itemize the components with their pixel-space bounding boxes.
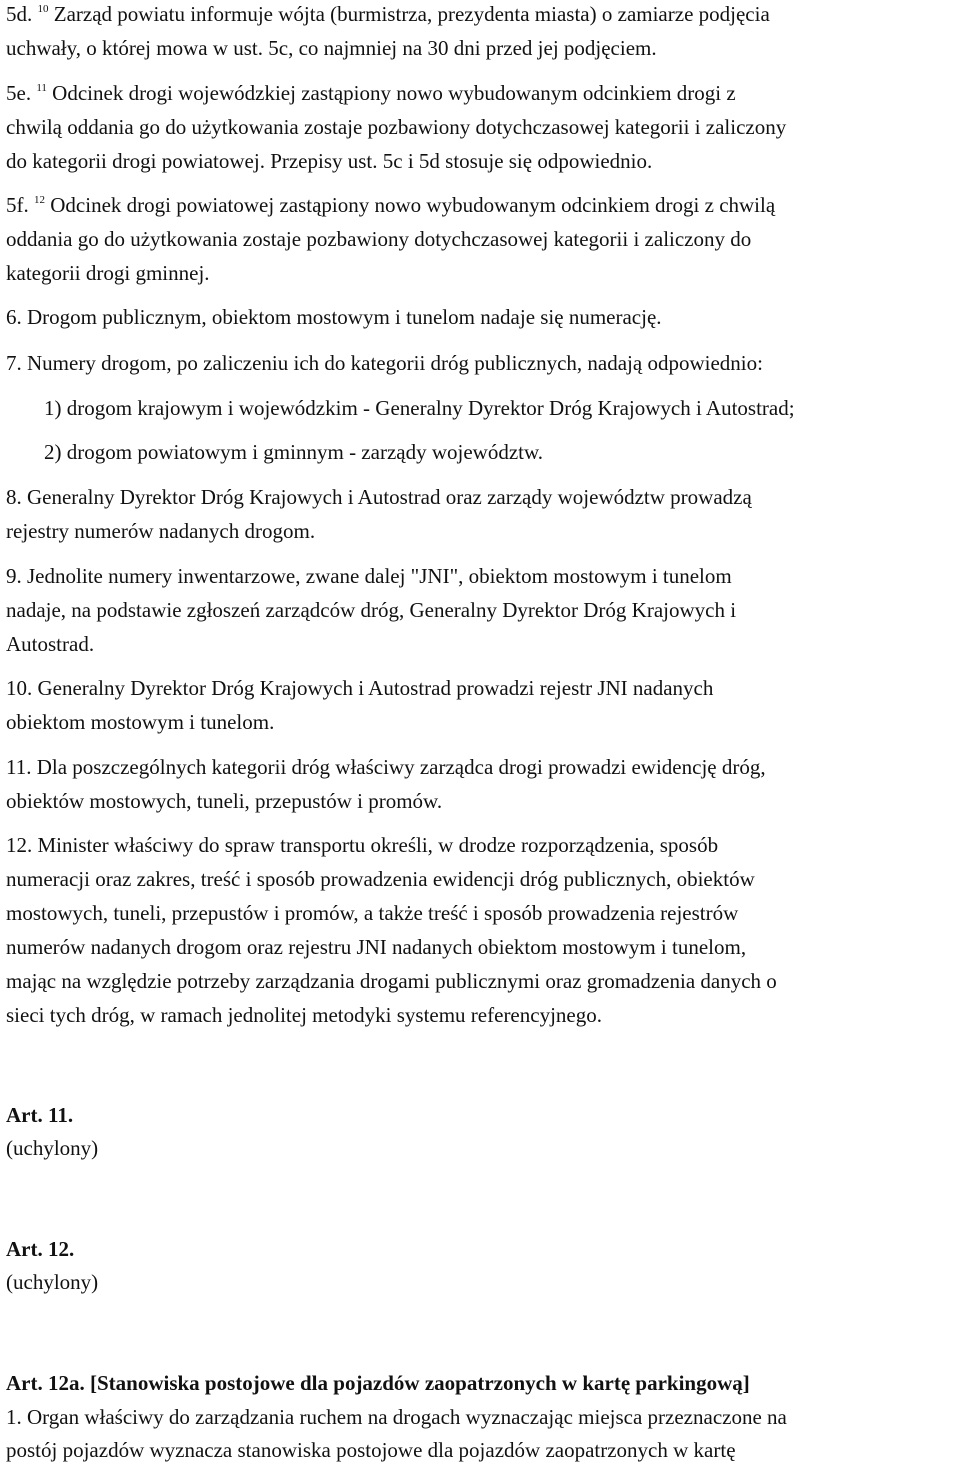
article-11-heading: Art. 11. <box>6 1103 74 1127</box>
paragraph-5f-line-3: kategorii drogi gminnej. <box>6 261 210 285</box>
paragraph-9-line-2: nadaje, na podstawie zgłoszeń zarządców dróg, Generalny Dyrektor Dróg Krajowych i <box>6 598 737 622</box>
paragraph-text: Odcinek drogi wojewódzkiej zastąpiony nowo wybudowanym odcinkiem drogi z <box>52 81 736 105</box>
paragraph-7: 7. Numery drogom, po zaliczeniu ich do kategorii dróg publicznych, nadają odpowiednio: <box>6 351 763 375</box>
footnote-marker: 11 <box>36 82 47 94</box>
paragraph-text: Odcinek drogi powiatowej zastąpiony nowo wybudowanym odcinkiem drogi z chwilą <box>50 193 776 217</box>
paragraph-5f-line-1 <box>6 192 775 218</box>
article-12a-line-2: postój pojazdów wyznacza stanowiska postojowe dla pojazdów zaopatrzonych w kartę <box>6 1438 736 1462</box>
paragraph-6: 6. Drogom publicznym, obiektom mostowym i tunelom nadaje się numerację. <box>6 305 662 329</box>
paragraph-12-line-1: 12. Minister właściwy do spraw transportu określi, w drodze rozporządzenia, sposób <box>6 833 719 857</box>
paragraph-text: Zarząd powiatu informuje wójta (burmistrza, prezydenta miasta) o zamiarze podjęcia <box>53 2 770 26</box>
paragraph-label: 5f. <box>6 193 29 217</box>
paragraph-12-line-6: sieci tych dróg, w ramach jednolitej metodyki systemu referencyjnego. <box>6 1003 602 1027</box>
list-item-2: 2) drogom powiatowym i gminnym - zarządy województw. <box>44 440 544 464</box>
paragraph-9-line-1: 9. Jednolite numery inwentarzowe, zwane dalej "JNI", obiektom mostowym i tunelom <box>6 564 732 588</box>
paragraph-11-line-2: obiektów mostowych, tuneli, przepustów i promów. <box>6 789 443 813</box>
footnote-marker: 10 <box>37 3 49 15</box>
paragraph-5d-line-1 <box>6 1 770 27</box>
paragraph-label: 5e. <box>6 81 32 105</box>
paragraph-5d-line-2: uchwały, o której mowa w ust. 5c, co najmniej na 30 dni przed jej podjęciem. <box>6 36 657 60</box>
paragraph-12-line-5: mając na względzie potrzeby zarządzania drogami publicznymi oraz gromadzenia danych o <box>6 969 777 993</box>
article-12a-heading: Art. 12a. [Stanowiska postojowe dla pojazdów zaopatrzonych w kartę parkingową] <box>6 1371 750 1395</box>
article-12-heading: Art. 12. <box>6 1237 75 1261</box>
list-item-1: 1) drogom krajowym i wojewódzkim - Generalny Dyrektor Dróg Krajowych i Autostrad; <box>44 396 795 420</box>
paragraph-5e-line-1 <box>6 80 736 106</box>
article-12a-line-1: 1. Organ właściwy do zarządzania ruchem na drogach wyznaczając miejsca przeznaczone na <box>6 1405 787 1429</box>
paragraph-10-line-2: obiektom mostowym i tunelom. <box>6 710 275 734</box>
footnote-marker: 12 <box>34 194 45 206</box>
paragraph-5e-line-3: do kategorii drogi powiatowej. Przepisy ust. 5c i 5d stosuje się odpowiednio. <box>6 149 653 173</box>
paragraph-12-line-2: numeracji oraz zakres, treść i sposób prowadzenia ewidencji dróg publicznych, obiektów <box>6 867 755 891</box>
article-11-status: (uchylony) <box>6 1136 99 1160</box>
paragraph-11-line-1: 11. Dla poszczególnych kategorii dróg właściwy zarządca drogi prowadzi ewidencję dróg, <box>6 755 766 779</box>
paragraph-8-line-2: rejestry numerów nadanych drogom. <box>6 519 316 543</box>
paragraph-9-line-3: Autostrad. <box>6 632 95 656</box>
paragraph-5f-line-2: oddania go do użytkowania zostaje pozbawiony dotychczasowej kategorii i zaliczony do <box>6 227 752 251</box>
paragraph-10-line-1: 10. Generalny Dyrektor Dróg Krajowych i Autostrad prowadzi rejestr JNI nadanych <box>6 676 714 700</box>
paragraph-label: 5d. <box>6 2 33 26</box>
paragraph-5e-line-2: chwilą oddania go do użytkowania zostaje pozbawiony dotychczasowej kategorii i zaliczony <box>6 115 787 139</box>
article-12-status: (uchylony) <box>6 1270 99 1294</box>
paragraph-12-line-4: numerów nadanych drogom oraz rejestru JNI nadanych obiektom mostowym i tunelom, <box>6 935 747 959</box>
paragraph-8-line-1: 8. Generalny Dyrektor Dróg Krajowych i Autostrad oraz zarządy województw prowadzą <box>6 485 752 509</box>
paragraph-12-line-3: mostowych, tuneli, przepustów i promów, a także treść i sposób prowadzenia rejestrów <box>6 901 739 925</box>
